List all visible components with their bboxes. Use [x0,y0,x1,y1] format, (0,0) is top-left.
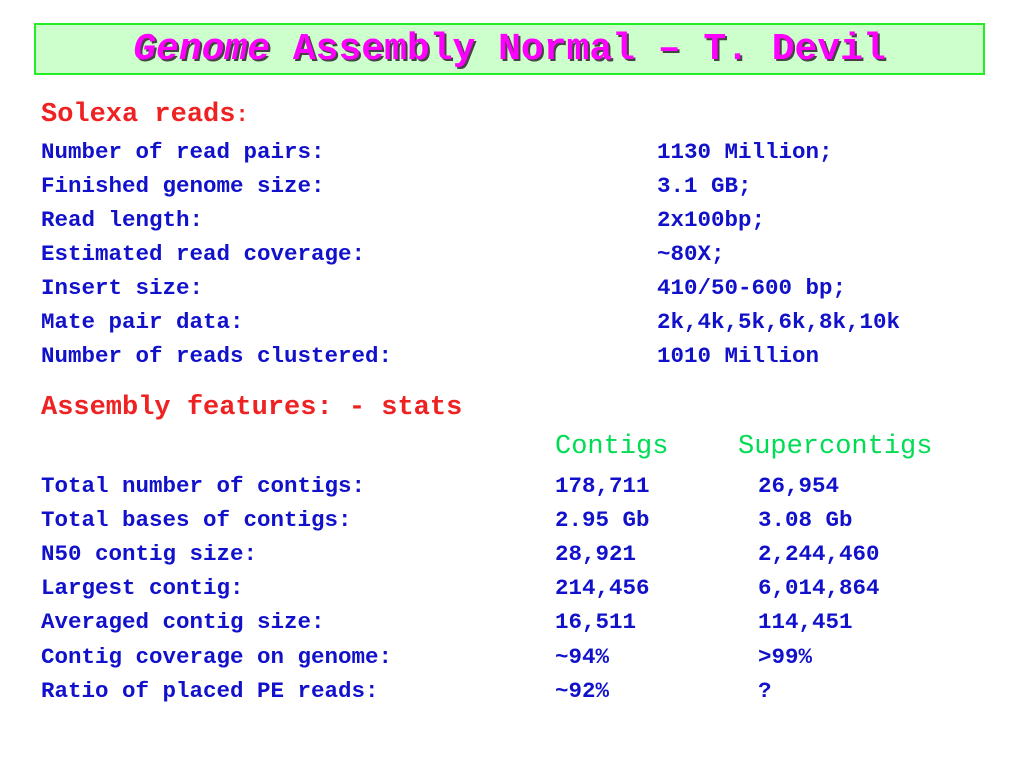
solexa-heading [41,100,249,130]
stats-row-supercontigs: 3.08 Gb [758,507,853,533]
solexa-row-label: Number of read pairs: [41,139,325,165]
stats-row-label: Total number of contigs: [41,473,366,499]
stats-row-supercontigs: ? [758,678,772,704]
solexa-row-label: Read length: [41,207,204,233]
stats-row-contigs: 28,921 [555,541,637,567]
stats-row-contigs: 2.95 Gb [555,507,650,533]
stats-row-supercontigs: 2,244,460 [758,541,880,567]
column-header-contigs: Contigs [555,432,669,462]
column-header-supercontigs: Supercontigs [738,432,933,462]
solexa-row-value: 1010 Million [657,343,820,369]
stats-row-supercontigs: 26,954 [758,473,840,499]
slide-title [133,28,886,71]
stats-row-label: Total bases of contigs: [41,507,352,533]
assembly-heading: Assembly features: - stats [41,393,463,423]
solexa-heading-colon: : [235,103,249,128]
solexa-row-label: Insert size: [41,275,204,301]
stats-row-contigs: 16,511 [555,609,637,635]
solexa-row-label: Mate pair data: [41,309,244,335]
solexa-row-value: 2k,4k,5k,6k,8k,10k [657,309,901,335]
slide-title-rest: Assembly Normal – T. Devil [270,27,886,71]
stats-row-label: Ratio of placed PE reads: [41,678,379,704]
solexa-row-value: 1130 Million; [657,139,833,165]
stats-row-supercontigs: >99% [758,644,813,670]
stats-row-label: Averaged contig size: [41,609,325,635]
solexa-row-value: 3.1 GB; [657,173,752,199]
stats-row-label: Largest contig: [41,575,244,601]
stats-row-label: N50 contig size: [41,541,258,567]
stats-row-contigs: ~94% [555,644,610,670]
solexa-row-label: Finished genome size: [41,173,325,199]
stats-row-contigs: 214,456 [555,575,650,601]
stats-row-contigs: 178,711 [555,473,650,499]
slide-title-italic: Genome [133,27,271,71]
stats-row-supercontigs: 6,014,864 [758,575,880,601]
solexa-row-value: 2x100bp; [657,207,766,233]
title-box [34,23,985,75]
solexa-row-label: Estimated read coverage: [41,241,366,267]
stats-row-contigs: ~92% [555,678,610,704]
solexa-heading-text: Solexa reads [41,100,236,130]
solexa-row-value: ~80X; [657,241,725,267]
solexa-row-label: Number of reads clustered: [41,343,393,369]
solexa-row-value: 410/50-600 bp; [657,275,847,301]
stats-row-label: Contig coverage on genome: [41,644,393,670]
stats-row-supercontigs: 114,451 [758,609,853,635]
